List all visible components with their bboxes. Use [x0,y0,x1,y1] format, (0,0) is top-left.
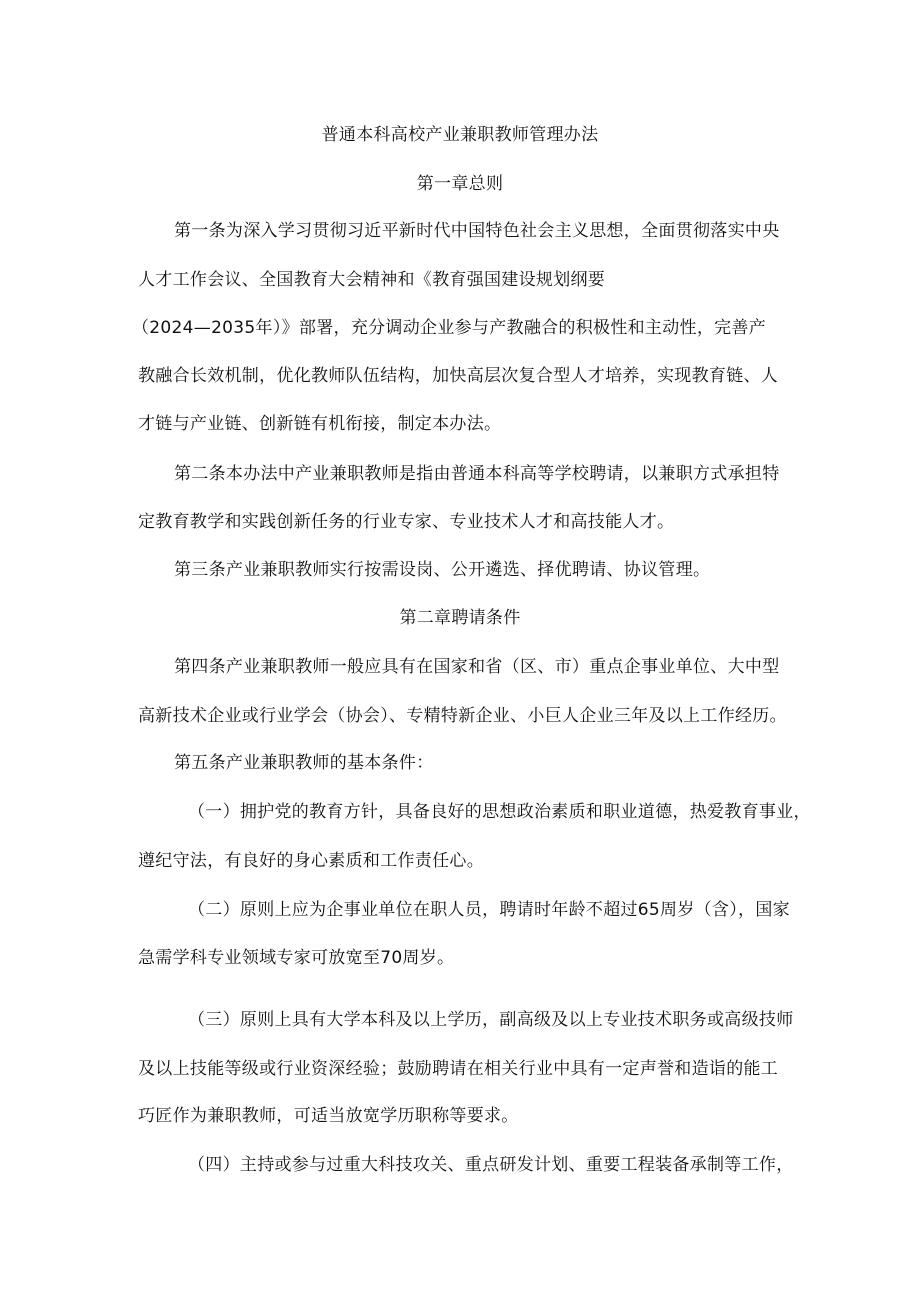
article-1-line-4: 教融合长效机制，优化教师队伍结构，加快高层次复合型人才培养，实现教育链、人 [138,366,779,386]
item-4-line-1: （四）主持或参与过重大科技攻关、重点研发计划、重要工程装备承制等工作， [188,1155,794,1175]
article-1-line-5: 才链与产业链、创新链有机衔接，制定本办法。 [138,414,502,434]
article-1-line-2: 人才工作会议、全国教育大会精神和《教育强国建设规划纲要 [138,270,606,290]
chapter-heading-2: 第二章聘请条件 [399,608,521,628]
article-1-line-1: 第一条为深入学习贯彻习近平新时代中国特色社会主义思想，全面贯彻落实中央 [174,221,780,241]
item-3-line-3: 巧匠作为兼职教师，可适当放宽学历职称等要求。 [138,1106,519,1126]
chapter-heading-1: 第一章总则 [416,174,504,194]
article-5-line-1: 第五条产业兼职教师的基本条件： [174,753,434,773]
item-2-line-2: 急需学科专业领域专家可放宽至70周岁。 [138,948,455,968]
document-title: 普通本科高校产业兼职教师管理办法 [321,125,599,145]
article-3-line-1: 第三条产业兼职教师实行按需设岗、公开遴选、择优聘请、协议管理。 [174,560,711,580]
article-4-line-2: 高新技术企业或行业学会（协会）、专精特新企业、小巨人企业三年及以上工作经历。 [138,706,787,726]
article-4-line-1: 第四条产业兼职教师一般应具有在国家和省（区、市）重点企事业单位、大中型 [174,657,780,677]
item-3-line-1: （三）原则上具有大学本科及以上学历，副高级及以上专业技术职务或高级技师 [188,1010,794,1030]
article-2-line-1: 第二条本办法中产业兼职教师是指由普通本科高等学校聘请，以兼职方式承担特 [174,464,780,484]
item-3-line-2: 及以上技能等级或行业资深经验；鼓励聘请在相关行业中具有一定声誉和造诣的能工 [138,1059,779,1079]
article-1-line-3: （2024—2035年）》部署，充分调动企业参与产教融合的积极性和主动性，完善产 [132,318,767,338]
article-2-line-2: 定教育教学和实践创新任务的行业专家、专业技术人才和高技能人才。 [138,512,675,532]
item-2-line-1: （二）原则上应为企事业单位在职人员，聘请时年龄不超过65周岁（含），国家 [188,900,790,920]
item-1-line-1: （一）拥护党的教育方针，具备良好的思想政治素质和职业道德，热爱教育事业， [188,802,811,822]
item-1-line-2: 遵纪守法，有良好的身心素质和工作责任心。 [138,851,484,871]
